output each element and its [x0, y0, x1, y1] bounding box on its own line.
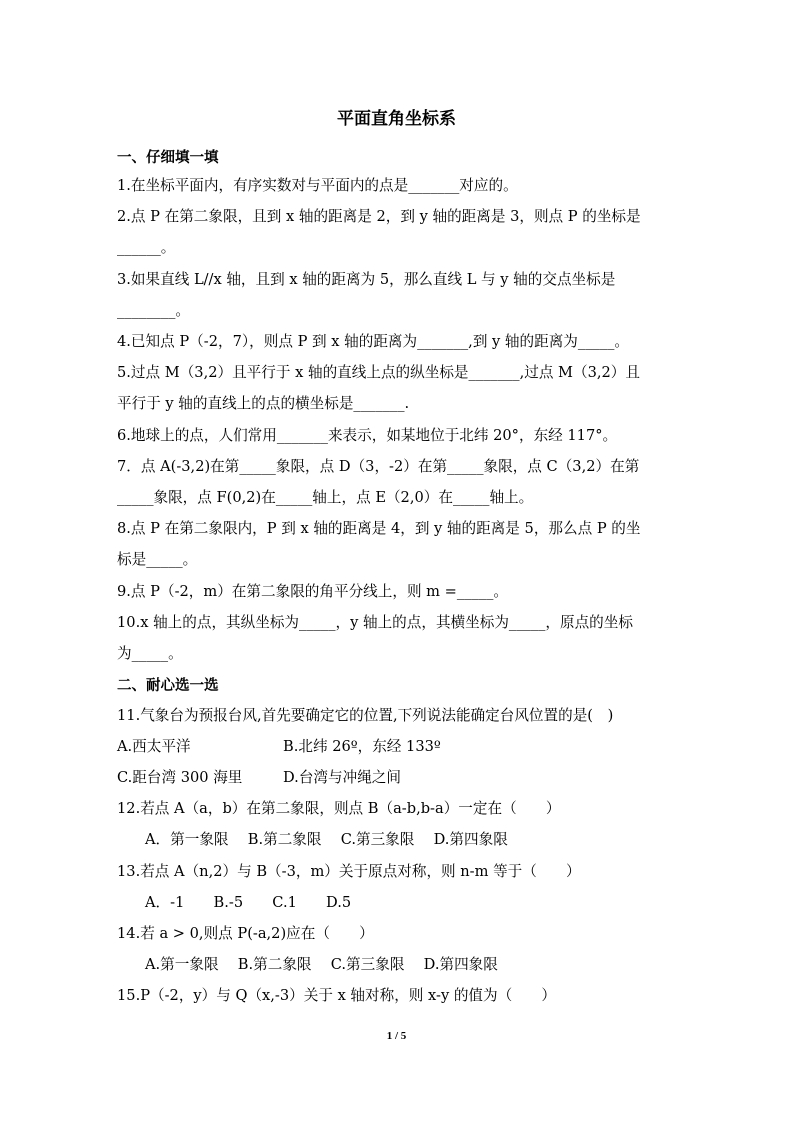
section-heading-fill-in: 一、仔细填一填 — [117, 150, 219, 166]
option-a: A.西太平洋 — [117, 738, 191, 755]
question-12: 12.若点 A（a，b）在第二象限，则点 B（a-b,b-a）一定在（ ） — [117, 800, 561, 817]
question-13: 13.若点 A（n,2）与 B（-3，m）关于原点对称，则 n-m 等于（ ） — [117, 863, 581, 880]
question-line: 4.已知点 P（-2，7），则点 P 到 x 轴的距离为_______,到 y 轴的距离为_____。 — [117, 333, 629, 350]
question-line: 7．点 A(-3,2)在第_____象限，点 D（3，-2）在第_____象限，点 C（3,2）在第 — [117, 458, 640, 475]
question-line: 5.过点 M（3,2）且平行于 x 轴的直线上点的纵坐标是_______,过点 M（3,2）且 — [117, 364, 640, 381]
question-line: _____象限，点 F(0,2)在_____轴上，点 E（2,0）在_____轴上。 — [117, 489, 534, 506]
question-15: 15.P（-2，y）与 Q（x,-3）关于 x 轴对称，则 x-y 的值为（ ） — [117, 987, 556, 1004]
question-line: 2.点 P 在第二象限，且到 x 轴的距离是 2，到 y 轴的距离是 3，则点 P 的坐标是 — [117, 208, 641, 225]
question-13-options: A．-1 B.-5 C.1 D.5 — [145, 894, 352, 911]
option-d: D.台湾与冲绳之间 — [283, 769, 401, 786]
question-11: 11.气象台为预报台风,首先要确定它的位置,下列说法能确定台风位置的是( ) — [117, 707, 614, 724]
question-line: 3.如果直线 L//x 轴，且到 x 轴的距离为 5，那么直线 L 与 y 轴的交点坐标是 — [117, 271, 616, 288]
option-row — [117, 737, 677, 757]
section-heading-multiple-choice: 二、耐心选一选 — [117, 678, 219, 694]
question-line: ______。 — [117, 239, 176, 256]
option-c: C.距台湾 300 海里 — [117, 769, 243, 786]
question-line: 9.点 P（-2，m）在第二象限的角平分线上，则 m =_____。 — [117, 583, 508, 600]
page-title: 平面直角坐标系 — [337, 109, 456, 129]
question-14: 14.若 a > 0,则点 P(-a,2)应在（ ） — [117, 925, 374, 942]
question-line: 8.点 P 在第二象限内，P 到 x 轴的距离是 4，到 y 轴的距离是 5，那么点 P 的坐 — [117, 520, 641, 537]
question-line: 平行于 y 轴的直线上的点的横坐标是_______. — [117, 395, 410, 412]
question-line: 10.x 轴上的点，其纵坐标为_____，y 轴上的点，其横坐标为_____，原点的坐标 — [117, 614, 633, 631]
question-12-options: A．第一象限 B.第二象限 C.第三象限 D.第四象限 — [145, 831, 508, 848]
page-number: 1 / 5 — [386, 1030, 407, 1042]
question-line: ________。 — [117, 302, 190, 319]
question-line: 1.在坐标平面内，有序实数对与平面内的点是_______对应的。 — [117, 177, 518, 194]
question-14-options: A.第一象限 B.第二象限 C.第三象限 D.第四象限 — [145, 956, 498, 973]
question-line: 为_____。 — [117, 645, 183, 662]
option-b: B.北纬 26º，东经 133º — [283, 738, 441, 755]
option-row — [117, 768, 677, 788]
question-line: 6.地球上的点，人们常用_______来表示，如某地位于北纬 20°，东经 117°。 — [117, 427, 618, 444]
question-line: 标是_____。 — [117, 551, 198, 568]
